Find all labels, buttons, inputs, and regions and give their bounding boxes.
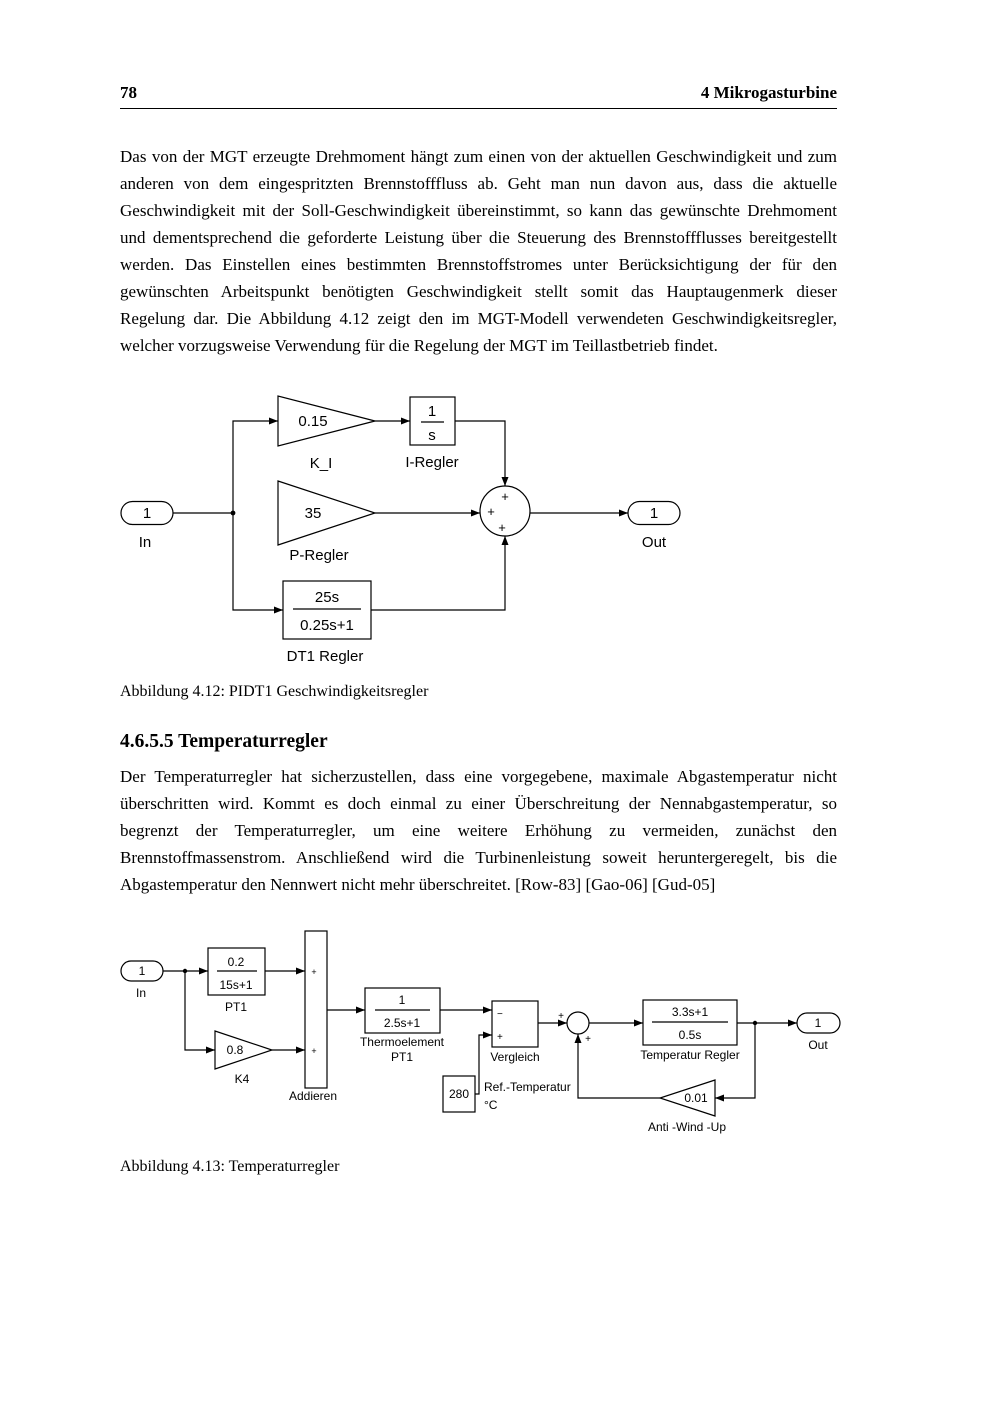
figure2-caption: Abbildung 4.13: Temperaturregler [120,1158,340,1175]
integrator-denominator: s [428,427,436,444]
thermoelement-numerator: 1 [398,993,406,1007]
page-header [120,83,837,103]
input-port-value: 1 [142,505,152,522]
wire-to-gain-ki [233,421,278,513]
temperatur-regler-label: Temperatur Regler [640,1048,740,1062]
adder-block [289,931,337,1103]
dt1-denominator: 0.25s+1 [300,617,354,634]
pt1-label: PT1 [224,1000,248,1014]
input-port-2 [121,961,163,1000]
integrator-label: I-Regler [405,454,459,471]
gain-k4-block [215,1031,272,1086]
output-port-value: 1 [649,505,659,522]
output-port-label: Out [808,1038,828,1052]
vergleich-block [490,1001,539,1064]
pt1-block [208,948,265,1014]
figure1-caption: Abbildung 4.12: PIDT1 Geschwindigkeitsregler [120,683,429,700]
sum-sign-top: + [501,489,509,504]
gain-k4-value: 0.8 [226,1043,244,1057]
sum-sign-left: + [487,504,495,519]
thermoelement-block [360,988,445,1064]
chapter-title: 4 Mikrogasturbine [700,83,837,102]
adder-sign-1: + [311,967,317,977]
output-port-value: 1 [814,1016,822,1030]
wire-integrator-to-sum [455,421,505,486]
thermoelement-denominator: 2.5s+1 [383,1016,421,1030]
sum-junction [480,486,530,536]
anti-windup-block [648,1080,726,1134]
figure2-block-diagram [120,928,845,1142]
wire-dt1-to-sum [371,536,505,610]
gain-p-label: P-Regler [289,547,349,564]
adder-sign-2: + [311,1046,317,1056]
paragraph-temperature-controller: Der Temperaturregler hat sicherzustellen, dass eine vorgegebene, maximale Abgastemperatur nicht überschritten wird. Kommt es doch einmal zu einer Überschreitung der Nennabgastemperatur, so begrenzt der Temperaturregler, um eine weitere Erhöhung zu vermeiden, zunächst den Brennstoffmassenstrom. Anschließend wird die Turbinenleistung soweit heruntergeregelt, bis die Abgastemperatur den Nennwert nicht mehr überschreitet. [Row-83] [Gao-06] [Gud-05] [120,767,837,894]
ref-temperature-label-line2: °C [484,1098,498,1112]
input-port-value: 1 [138,964,146,978]
output-port [628,502,680,552]
integrator-numerator: 1 [427,403,437,420]
adder-label: Addieren [288,1089,338,1103]
gain-p-block [278,481,375,564]
dt1-label: DT1 Regler [286,648,364,665]
input-port [121,502,173,552]
header-rule [120,108,837,109]
vergleich-label: Vergleich [490,1050,540,1064]
gain-ki-block [278,396,375,472]
sum-sign-bottom: + [498,520,506,535]
paragraph-speed-controller: Das von der MGT erzeugte Drehmoment hängt zum einen von der aktuellen Geschwindigkeit und zum anderen von dem eingespritzten Brennstofffluss ab. Geht man nun davon aus, dass die aktuelle Geschwindigkeit mit der Soll-Geschwindigkeit übereinstimmt, so kann das gewünschte Drehmoment und dementsprechend die geforderte Leistung über die Steuerung des Brennstoffflusses bereitgestellt werden. Das Einstellen eines bestimmten Brennstoffstromes unter Berücksichtigung der für den gewünschten Arbeitspunkt benötigten Geschwindigkeit stellt somit das Hauptaugenmerk dieser Regelung dar. Die Abbildung 4.12 zeigt den im MGT-Modell verwendeten Geschwindigkeitsregler, welcher vorzugsweise Verwendung für die Regelung der MGT im Teillastbetrieb findet. [120,147,837,355]
thermoelement-label-line1: Thermoelement [359,1035,445,1049]
sum-junction-2 [558,1011,591,1045]
thermoelement-label-line2: PT1 [390,1050,414,1064]
temperatur-regler-block [640,1000,739,1062]
pt1-denominator: 15s+1 [219,978,253,992]
output-port-label: Out [641,534,667,551]
gain-k4-label: K4 [234,1072,250,1086]
ref-temperature-value: 280 [448,1087,470,1101]
dt1-numerator: 25s [314,589,340,606]
output-port-2 [797,1013,840,1052]
integrator-block [405,397,458,471]
temperatur-regler-numerator: 3.3s+1 [671,1005,709,1019]
pt1-numerator: 0.2 [227,955,245,969]
gain-k4-shape [215,1031,272,1069]
wire-to-dt1 [233,513,283,610]
temperatur-regler-denominator: 0.5s [678,1028,702,1042]
sum-junction-shape [567,1012,589,1034]
sum2-sign-bottom: + [585,1034,591,1045]
gain-p-shape [278,481,375,545]
dt1-block [283,581,371,665]
page-number: 78 [120,83,137,102]
ref-temperature-block [443,1076,571,1112]
input-port-label: In [135,986,147,1000]
gain-p-value: 35 [304,505,322,522]
vergleich-sign-plus: + [497,1032,503,1043]
vergleich-sign-minus: − [497,1009,503,1020]
input-port-label: In [138,534,152,551]
ref-temperature-label-line1: Ref.-Temperatur [484,1080,571,1094]
anti-windup-value: 0.01 [684,1091,708,1105]
figure1-block-diagram [120,389,740,677]
gain-ki-value: 0.15 [298,413,328,430]
anti-windup-label: Anti -Wind -Up [647,1120,727,1134]
figure1-wires [173,421,628,610]
adder-shape [305,931,327,1088]
gain-ki-label: K_I [309,455,333,472]
sum2-sign-left: + [558,1011,564,1022]
section-heading: 4.6.5.5 Temperaturregler [120,731,328,752]
